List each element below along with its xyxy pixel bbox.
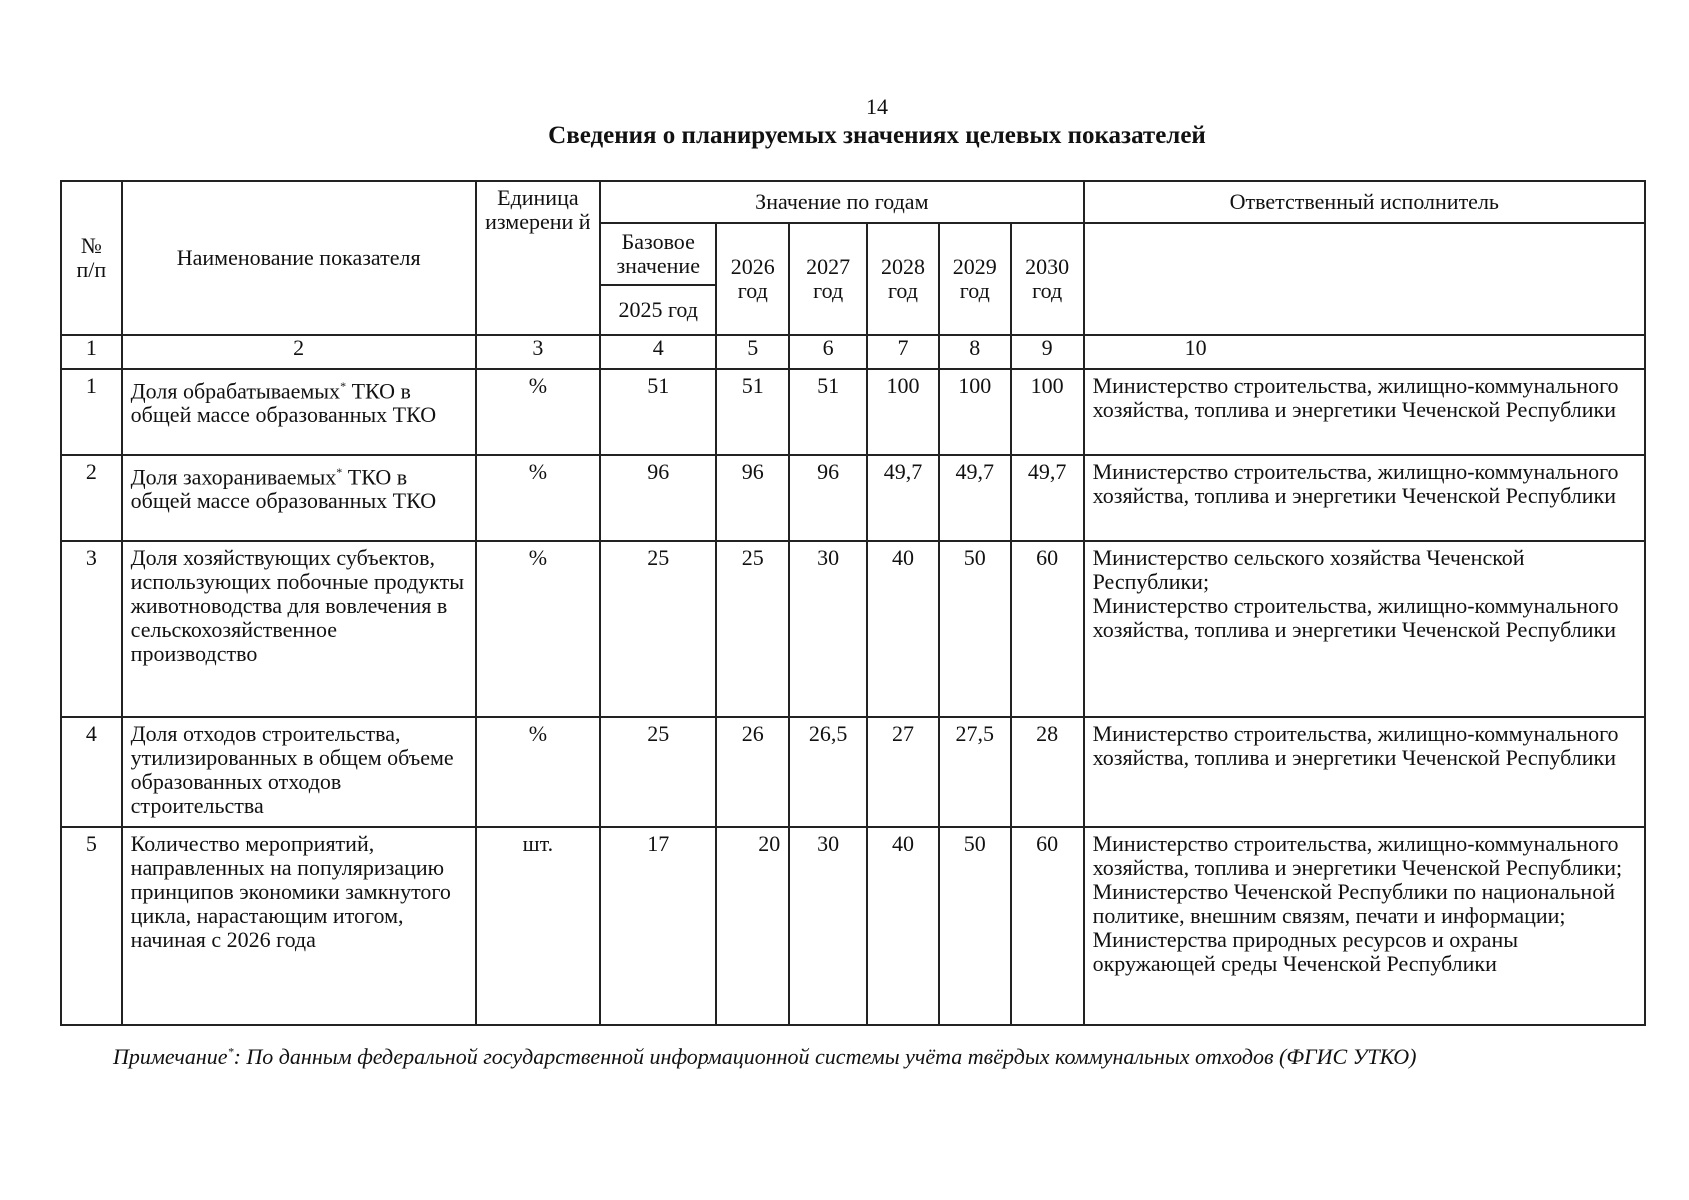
value-2026: 26 <box>716 717 789 827</box>
value-2026: 25 <box>716 541 789 717</box>
indicator-name: Доля захораниваемых* ТКО в общей массе образованных ТКО <box>122 455 476 541</box>
footnote <box>113 1044 1613 1070</box>
value-2026: 20 <box>716 827 789 1025</box>
table-row <box>61 541 1645 717</box>
responsible-line: Министерство Чеченской Республики по национальной политике, внешним связям, печати и информации; <box>1092 879 1615 928</box>
indicators-table <box>60 180 1646 1026</box>
header-unit: Единица измерени й <box>476 181 600 335</box>
value-2028: 49,7 <box>867 455 939 541</box>
footnote-text: : По данным федеральной государственной информационной системы учёта твёрдых коммунальных отходов (ФГИС УТКО) <box>233 1044 1417 1069</box>
column-number: 1 <box>61 335 122 369</box>
value-2027: 30 <box>789 827 867 1025</box>
value-2030: 60 <box>1011 541 1084 717</box>
base-value-cell: 25 <box>600 717 716 827</box>
footnote-mark: * <box>227 1044 234 1059</box>
value-2029: 100 <box>939 369 1011 455</box>
header-2030: 2030 год <box>1011 223 1084 335</box>
value-2030: 49,7 <box>1011 455 1084 541</box>
value-2028: 40 <box>867 827 939 1025</box>
column-number: 5 <box>716 335 789 369</box>
base-value-cell: 96 <box>600 455 716 541</box>
value-2029: 27,5 <box>939 717 1011 827</box>
base-value-cell: 17 <box>600 827 716 1025</box>
column-number: 4 <box>600 335 716 369</box>
column-number: 6 <box>789 335 867 369</box>
column-number: 9 <box>1011 335 1084 369</box>
responsible-cell: Министерство строительства, жилищно-коммунального хозяйства, топлива и энергетики Чеченской Республики <box>1084 717 1645 827</box>
responsible-cell <box>1084 827 1645 1025</box>
value-2027: 30 <box>789 541 867 717</box>
header-responsible-blank <box>1084 223 1645 335</box>
header-responsible: Ответственный исполнитель <box>1084 181 1645 223</box>
header-base-value: Базовое значение <box>600 223 716 285</box>
page-title: Сведения о планируемых значениях целевых показателей <box>548 122 1206 149</box>
value-2030: 60 <box>1011 827 1084 1025</box>
column-number: 8 <box>939 335 1011 369</box>
indicator-name: Количество мероприятий, направленных на популяризацию принципов экономики замкнутого цикла, нарастающим итогом, начиная с 2026 года <box>122 827 476 1025</box>
row-num: 3 <box>61 541 122 717</box>
unit-cell: % <box>476 717 600 827</box>
responsible-cell: Министерство строительства, жилищно-коммунального хозяйства, топлива и энергетики Чеченской Республики <box>1084 455 1645 541</box>
value-2028: 40 <box>867 541 939 717</box>
unit-cell: % <box>476 369 600 455</box>
value-2027: 26,5 <box>789 717 867 827</box>
unit-cell: шт. <box>476 827 600 1025</box>
value-2030: 28 <box>1011 717 1084 827</box>
value-2030: 100 <box>1011 369 1084 455</box>
row-num: 4 <box>61 717 122 827</box>
table-row <box>61 827 1645 1025</box>
page-number: 14 <box>866 94 888 119</box>
column-number: 7 <box>867 335 939 369</box>
header-num: № п/п <box>61 181 122 335</box>
responsible-line: Министерство сельского хозяйства Чеченской Республики; <box>1092 545 1525 594</box>
footnote-label: Примечание <box>113 1044 228 1069</box>
responsible-cell: Министерство строительства, жилищно-коммунального хозяйства, топлива и энергетики Чеченской Республики <box>1084 369 1645 455</box>
value-2026: 96 <box>716 455 789 541</box>
indicator-name: Доля хозяйствующих субъектов, использующих побочные продукты животноводства для вовлечения в сельскохозяйственное производство <box>122 541 476 717</box>
base-value-cell: 51 <box>600 369 716 455</box>
header-name: Наименование показателя <box>122 181 476 335</box>
responsible-line: Министерство строительства, жилищно-коммунального хозяйства, топлива и энергетики Чеченской Республики; <box>1092 831 1623 880</box>
row-num: 2 <box>61 455 122 541</box>
value-2029: 50 <box>939 541 1011 717</box>
header-base-year: 2025 год <box>600 285 716 335</box>
header-2026: 2026 год <box>716 223 789 335</box>
unit-cell: % <box>476 455 600 541</box>
responsible-cell <box>1084 541 1645 717</box>
row-num: 5 <box>61 827 122 1025</box>
base-value-cell: 25 <box>600 541 716 717</box>
value-2029: 49,7 <box>939 455 1011 541</box>
column-number: 3 <box>476 335 600 369</box>
value-2026: 51 <box>716 369 789 455</box>
table-row <box>61 369 1645 455</box>
value-2028: 100 <box>867 369 939 455</box>
row-num: 1 <box>61 369 122 455</box>
value-2029: 50 <box>939 827 1011 1025</box>
value-2028: 27 <box>867 717 939 827</box>
header-values-by-year: Значение по годам <box>600 181 1084 223</box>
column-number: 2 <box>122 335 476 369</box>
value-2027: 96 <box>789 455 867 541</box>
column-number: 10 <box>1084 335 1645 369</box>
table-row <box>61 717 1645 827</box>
unit-cell: % <box>476 541 600 717</box>
responsible-line: Министерство строительства, жилищно-коммунального хозяйства, топлива и энергетики Чеченской Республики <box>1092 593 1619 642</box>
value-2027: 51 <box>789 369 867 455</box>
responsible-line: Министерства природных ресурсов и охраны окружающей среды Чеченской Республики <box>1092 927 1519 976</box>
header-2028: 2028 год <box>867 223 939 335</box>
indicator-name: Доля обрабатываемых* ТКО в общей массе образованных ТКО <box>122 369 476 455</box>
header-2029: 2029 год <box>939 223 1011 335</box>
table-row <box>61 455 1645 541</box>
indicator-name: Доля отходов строительства, утилизированных в общем объеме образованных отходов строительства <box>122 717 476 827</box>
header-2027: 2027 год <box>789 223 867 335</box>
column-numbers-row <box>61 335 1645 369</box>
